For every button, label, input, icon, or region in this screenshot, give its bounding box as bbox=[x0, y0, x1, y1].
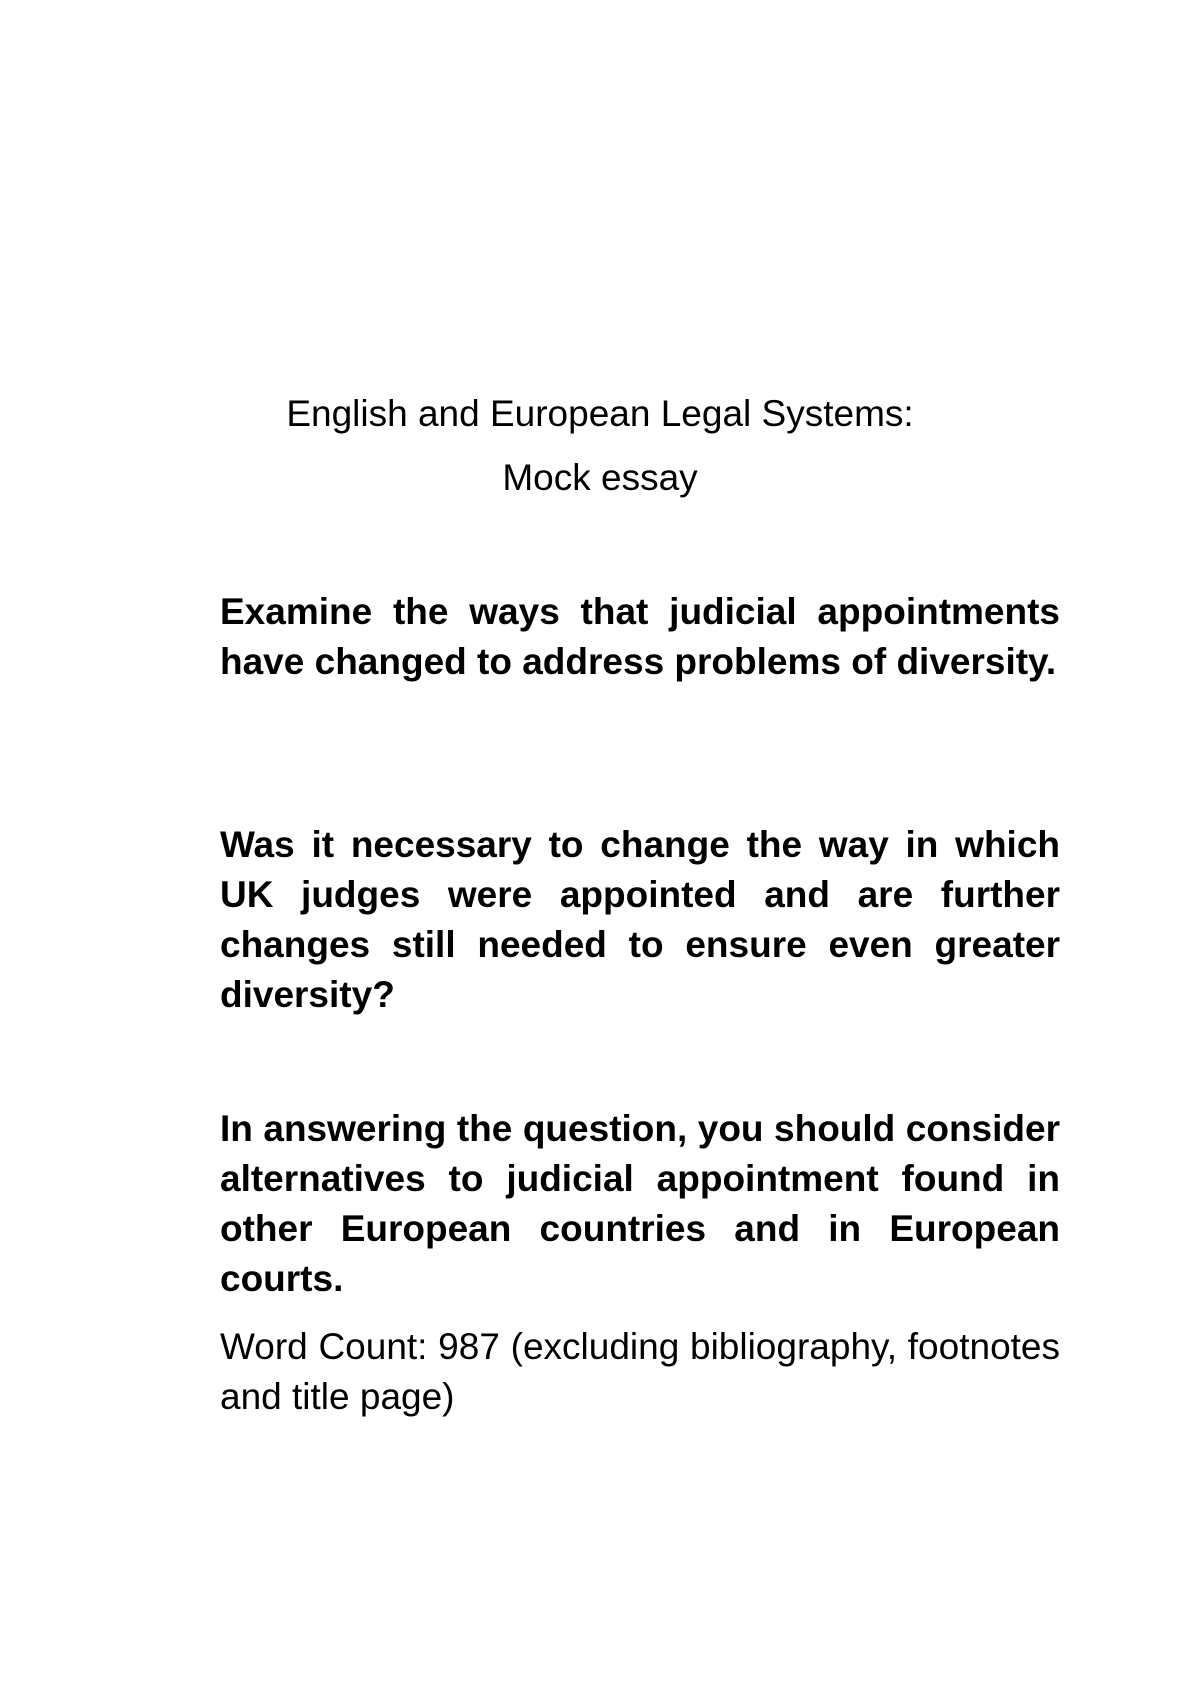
document-title: English and European Legal Systems: bbox=[286, 393, 914, 434]
question-1: Examine the ways that judicial appointments have changed to address problems of diversity. bbox=[220, 591, 1060, 682]
document-subtitle: Mock essay bbox=[502, 457, 698, 498]
question-3-block bbox=[220, 1104, 1060, 1304]
question-3: In answering the question, you should consider alternatives to judicial appointment found in other European countries and in European courts. bbox=[220, 1108, 1060, 1299]
word-count: Word Count: 987 (excluding bibliography, footnotes and title page) bbox=[220, 1326, 1060, 1417]
title-block bbox=[0, 392, 1200, 500]
question-1-block bbox=[220, 587, 1060, 687]
question-2-block bbox=[220, 820, 1060, 1020]
question-2: Was it necessary to change the way in which UK judges were appointed and are further changes still needed to ensure even greater diversity? bbox=[220, 824, 1060, 1015]
